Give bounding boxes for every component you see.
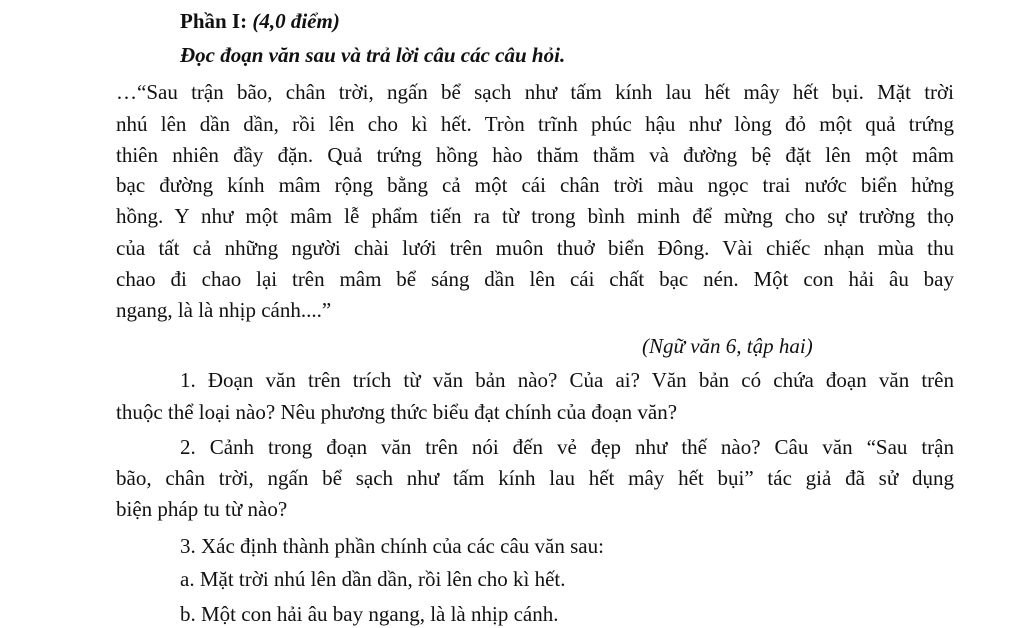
question-3-item-a: a. Mặt trời nhú lên dần dần, rồi lên cho kì hết. [180, 567, 566, 591]
instruction: Đọc đoạn văn sau và trả lời câu các câu hỏi. [180, 43, 566, 67]
passage-line: hồng. Y như một mâm lễ phẩm tiến ra từ trong bình minh để mừng cho sự trường thọ [116, 204, 954, 228]
question-2-line: biện pháp tu từ nào? [116, 497, 288, 521]
passage-line: bạc đường kính mâm rộng bằng cả một cái chân trời màu ngọc trai nước biển hửng [116, 173, 954, 197]
question-3-item-b: b. Một con hải âu bay ngang, là là nhịp cánh. [180, 602, 559, 626]
section-label: Phần I: [180, 9, 248, 33]
question-2-line: 2. Cảnh trong đoạn văn trên nói đến vẻ đẹp như thế nào? Câu văn “Sau trận [180, 435, 954, 459]
section-heading [180, 8, 340, 34]
passage-source: (Ngữ văn 6, tập hai) [642, 334, 813, 358]
passage-line: của tất cả những người chài lưới trên muôn thuở biển Đông. Vài chiếc nhạn mùa thu [116, 236, 954, 260]
passage-line: nhú lên dần dần, rồi lên cho kì hết. Tròn trĩnh phúc hậu như lòng đỏ một quả trứng [116, 112, 954, 136]
question-2-line: bão, chân trời, ngấn bể sạch như tấm kính lau hết mây hết bụi” tác giả đã sử dụng [116, 466, 954, 490]
question-1-line: 1. Đoạn văn trên trích từ văn bản nào? Của ai? Văn bản có chứa đoạn văn trên [180, 368, 954, 392]
passage-line: chao đi chao lại trên mâm bể sáng dần lên cái chất bạc nén. Một con hải âu bay [116, 267, 954, 291]
section-points: (4,0 điểm) [252, 9, 340, 33]
passage-line: …“Sau trận bão, chân trời, ngấn bể sạch như tấm kính lau hết mây hết bụi. Mặt trời [116, 80, 954, 104]
passage-line: ngang, là là nhịp cánh....” [116, 298, 332, 322]
question-1-line: thuộc thể loại nào? Nêu phương thức biểu đạt chính của đoạn văn? [116, 400, 678, 424]
question-3-prompt: 3. Xác định thành phần chính của các câu văn sau: [180, 534, 604, 558]
passage-line: thiên nhiên đầy đặn. Quả trứng hồng hào thăm thẳm và đường bệ đặt lên một mâm [116, 143, 954, 167]
